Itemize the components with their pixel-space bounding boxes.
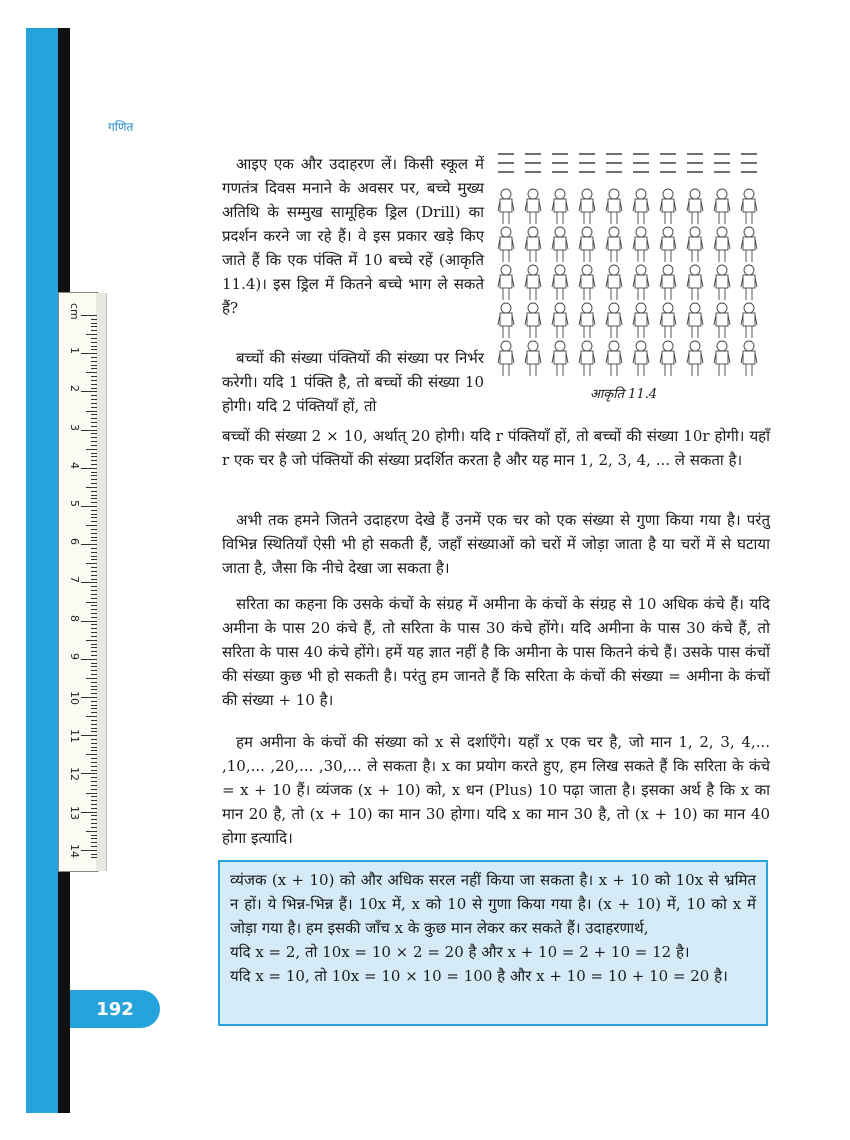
ruler-tick [91,724,97,725]
ruler-tick [91,399,97,400]
ruler-tick [91,655,97,656]
figure-child [714,341,730,376]
ruler-number: 14 [68,843,81,858]
ruler-tick [91,808,97,809]
ruler-tick [91,628,97,629]
ruler-tick [91,651,97,652]
figure-child [552,341,568,376]
figure-child [579,227,595,262]
note-example-1: यदि x = 2, तो 10x = 10 × 2 = 20 है और x + 10 = 2 + 10 = 12 है। [230,943,690,961]
ruler-tick [91,804,97,805]
figure-child [552,227,568,262]
ruler-tick [91,785,97,786]
ruler-tick [81,735,97,736]
ruler-tick [91,835,97,836]
ruler-number: 10 [68,691,81,705]
figure-child [687,189,703,224]
ruler-tick [91,567,97,568]
figure-drill-children [494,150,764,380]
ruler-tick [91,609,97,610]
figure-child [660,189,676,224]
ruler-tick [91,819,97,820]
ruler-tick [91,346,97,347]
figure-child [714,303,730,338]
ruler-tick [91,403,97,404]
ruler-tick [91,491,97,492]
ruler-tick [91,739,97,740]
ruler-number: 3 [68,423,81,431]
figure-child [498,189,514,224]
figure-child [660,341,676,376]
ruler-tick [91,571,97,572]
ruler-tick [91,686,97,687]
figure-child [633,303,649,338]
figure-child [687,303,703,338]
ruler-tick [86,754,97,755]
paragraph-marbles: सरिता का कहना कि उसके कंचों के संग्रह में अमीना के कंचों के संग्रह से 10 अधिक कंचे हैं। यदि अमीना के पास 20 कंचे हैं, तो सरिता के पास 30 कंचे होंगे। यदि अमीना के पास 30 कंचे हैं, तो सरिता के पास 40 कंचे होंगे। हमें यह ज्ञात नहीं है कि अमीना के पास कितने कंचे हैं। उसके पास कंचों की संख्या कुछ भी हो सकती है। परंतु हम जानते हैं कि सरिता के कंचों की संख्या = अमीना के कंचों की संख्या + 10 है। [222,595,770,709]
ruler-tick [91,548,97,549]
ruler-tick [91,495,97,496]
figure-child [741,265,757,300]
ruler-number: 2 [68,385,81,393]
ruler-tick [91,323,97,324]
ruler-number: 7 [68,576,81,584]
ruler-tick [81,506,97,507]
ruler[interactable] [58,292,98,872]
figure-child [741,303,757,338]
figure-child [633,227,649,262]
ruler-tick [86,716,97,717]
ruler-tick [91,594,97,595]
ruler-tick [91,338,97,339]
ruler-tick [81,850,97,851]
ruler-tick [91,556,97,557]
ruler-tick [91,758,97,759]
ruler-tick [91,357,97,358]
ruler-tick [91,777,97,778]
ruler-tick [91,682,97,683]
figure-child [687,341,703,376]
note-box [218,860,768,1026]
paragraph-drill-intro: आइए एक और उदाहरण लें। किसी स्कूल में गणतंत्र दिवस मनाने के अवसर पर, बच्चे मुख्य अतिथि के सम्मुख सामूहिक ड्रिल (Drill) का प्रदर्शन करने जा रहे हैं। वे इस प्रकार खड़े किए जाते हैं कि एक पंक्ति में 10 बच्चे रहें (आकृति 11.4)। इस ड्रिल में कितने बच्चे भाग ले सकते हैं? [222,155,484,317]
note-example-2: यदि x = 10, तो 10x = 10 × 10 = 100 है और x + 10 = 10 + 10 = 20 है। [230,967,728,985]
figure-child [606,227,622,262]
ruler-tick [91,827,97,828]
figure-child [633,341,649,376]
ruler-tick [81,773,97,774]
ruler-tick [91,418,97,419]
ruler-number: 11 [68,729,81,744]
figure-child [606,303,622,338]
paragraph-rows-part2: बच्चों की संख्या 2 × 10, अर्थात् 20 होगी। यदि r पंक्तियाँ हों, तो बच्चों की संख्या 10r होगी। यहाँ r एक चर है जो पंक्तियों की संख्या प्रदर्शित करता है और यह मान 1, 2, 3, 4, ... ले सकता है। [222,427,770,469]
ruler-tick [86,602,97,603]
ruler-tick [91,437,97,438]
ruler-tick [86,372,97,373]
ruler-unit-label: cm [68,303,81,320]
ruler-tick [91,426,97,427]
ruler-tick [91,349,97,350]
ruler-tick [81,659,97,660]
ruler-tick [91,701,97,702]
ruler-tick [86,793,97,794]
paragraph-variables: अभी तक हमने जितने उदाहरण देखे हैं उनमें एक चर को एक संख्या से गुणा किया गया है। परंतु विभिन्न स्थितियाँ ऐसी भी हो सकती हैं, जहाँ संख्याओं को चरों में जोड़ा जाता है या चरों में से घटाया जाता है, जैसा कि नीचे देखा जा सकता है। [222,511,770,577]
ruler-tick [91,514,97,515]
ruler-tick [91,326,97,327]
ruler-tick [91,433,97,434]
ruler-tick [91,445,97,446]
ruler-tick [81,697,97,698]
ruler-tick [91,361,97,362]
figure-child [606,265,622,300]
ruler-tick [91,460,97,461]
figure-child [525,303,541,338]
ruler-tick [91,533,97,534]
ruler-tick [91,670,97,671]
ruler-tick [91,766,97,767]
ruler-tick [81,582,97,583]
ruler-tick [86,563,97,564]
figure-child [660,227,676,262]
ruler-tick [91,666,97,667]
ruler-tick [86,678,97,679]
ruler-tick [91,762,97,763]
ruler-number: 13 [68,805,81,820]
ruler-tick [91,330,97,331]
page-edge-strip [26,28,58,1113]
ruler-tick [91,365,97,366]
ruler-tick [91,789,97,790]
ruler-tick [91,579,97,580]
ruler-number: 5 [68,500,81,507]
ruler-tick [91,598,97,599]
figure-child [552,265,568,300]
ruler-tick [91,475,97,476]
ruler-tick [91,319,97,320]
ruler-tick [86,334,97,335]
ruler-tick [86,831,97,832]
ruler-tick [91,342,97,343]
ruler-tick [91,838,97,839]
ruler-tick [81,544,97,545]
note-text: व्यंजक (x + 10) को और अधिक सरल नहीं किया जा सकता है। x + 10 को 10x से भ्रमित न हों। ये भिन्न-भिन्न हैं। 10x में, x को 10 से गुणा किया गया है। (x + 10) में, 10 को x में जोड़ा गया है। हम इसकी जाँच x के कुछ मान लेकर कर सकते हैं। उदाहरणार्थ, [230,871,756,937]
figure-child [525,341,541,376]
running-head: गणित [108,120,134,134]
ruler-tick [81,391,97,392]
ruler-tick [86,411,97,412]
ruler-tick [91,376,97,377]
ruler-tick [91,747,97,748]
ruler-tick [91,605,97,606]
figure-child [714,227,730,262]
ruler-tick [91,815,97,816]
ruler-tick [91,644,97,645]
ruler-tick [81,621,97,622]
figure-child [714,189,730,224]
page-number: 192 [70,990,160,1028]
ruler-tick [91,823,97,824]
ruler-tick [91,395,97,396]
ruler-number: 6 [68,538,81,546]
ruler-tick [81,315,97,316]
figure-child [498,341,514,376]
ruler-tick [91,800,97,801]
ruler-tick [86,487,97,488]
ruler-tick [91,854,97,855]
ruler-tick [86,640,97,641]
ruler-tick [91,624,97,625]
ruler-tick [86,525,97,526]
ruler-tick [86,449,97,450]
ruler-tick [91,510,97,511]
ruler-tick [91,464,97,465]
ruler-tick [91,422,97,423]
figure-child [579,303,595,338]
ruler-tick [91,689,97,690]
figure-child [714,265,730,300]
figure-child [741,341,757,376]
ruler-tick [91,590,97,591]
figure-caption: आकृति 11.4 [590,387,658,402]
figure-child [579,265,595,300]
ruler-edge [96,293,107,871]
ruler-tick [91,380,97,381]
ruler-tick [91,632,97,633]
ruler-tick [91,720,97,721]
figure-child [579,189,595,224]
ruler-tick [91,705,97,706]
ruler-tick [91,674,97,675]
ruler-tick [91,502,97,503]
ruler-tick [91,846,97,847]
ruler-tick [91,384,97,385]
ruler-tick [91,586,97,587]
figure-child [606,341,622,376]
ruler-number: 12 [68,767,81,782]
ruler-tick [91,617,97,618]
ruler-tick [81,353,97,354]
ruler-tick [91,663,97,664]
figure-child [687,265,703,300]
ruler-tick [91,552,97,553]
figure-child [660,303,676,338]
ruler-tick [91,781,97,782]
ruler-tick [91,750,97,751]
ruler-tick [91,636,97,637]
figure-child [741,189,757,224]
figure-child [552,303,568,338]
ruler-tick [81,430,97,431]
ruler-tick [91,728,97,729]
ruler-number: 8 [68,614,81,622]
paragraph-rows-part1: बच्चों की संख्या पंक्तियों की संख्या पर निर्भर करेगी। यदि 1 पंक्ति है, तो बच्चों की संख्या 10 होगी। यदि 2 पंक्तियाँ हों, तो [222,349,484,415]
figure-child [741,227,757,262]
ruler-tick [91,559,97,560]
ruler-tick [81,812,97,813]
ruler-tick [91,521,97,522]
ruler-tick [91,731,97,732]
figure-child [633,265,649,300]
ruler-tick [91,842,97,843]
figure-child [525,265,541,300]
ruler-tick [91,537,97,538]
ruler-tick [91,796,97,797]
ruler-tick [91,472,97,473]
figure-child [633,189,649,224]
ruler-tick [91,647,97,648]
ruler-tick [91,368,97,369]
ruler-tick [91,479,97,480]
ruler-tick [91,388,97,389]
ruler-tick [91,529,97,530]
ruler-tick [91,407,97,408]
figure-child [525,227,541,262]
ruler-tick [91,498,97,499]
figure-child [498,265,514,300]
ruler-tick [91,770,97,771]
ruler-tick [91,743,97,744]
ruler-tick [91,453,97,454]
ruler-number: 1 [68,347,81,355]
figure-child [687,227,703,262]
ruler-tick [91,708,97,709]
paragraph-expression: हम अमीना के कंचों की संख्या को x से दर्शाएँगे। यहाँ x एक चर है, जो मान 1, 2, 3, 4,... ,10,... ,20,... ,30,... ले सकता है। x का प्रयोग करते हुए, हम लिख सकते हैं कि सरिता के कंचे = x + 10 हैं। व्यंजक (x + 10) को, x धन (Plus) 10 पढ़ा जाता है। इसका अर्थ है कि x का मान 20 है, तो (x + 10) का मान 30 होगा। यदि x का मान 30 है, तो (x + 10) का मान 40 होगा इत्यादि। [222,733,770,847]
ruler-number: 4 [68,461,81,469]
ruler-tick [91,414,97,415]
figure-child [579,341,595,376]
ruler-tick [91,693,97,694]
ruler-tick [91,483,97,484]
ruler-number: 9 [68,652,81,660]
figure-child [525,189,541,224]
ruler-tick [91,517,97,518]
figure-child [606,189,622,224]
ruler-tick [91,540,97,541]
figure-child [660,265,676,300]
figure-child [498,227,514,262]
ruler-tick [91,441,97,442]
ruler-tick [91,857,97,858]
ruler-tick [91,456,97,457]
ruler-tick [91,712,97,713]
ruler-tick [91,613,97,614]
figure-child [498,303,514,338]
ruler-tick [91,575,97,576]
figure-child [552,189,568,224]
ruler-tick [81,468,97,469]
